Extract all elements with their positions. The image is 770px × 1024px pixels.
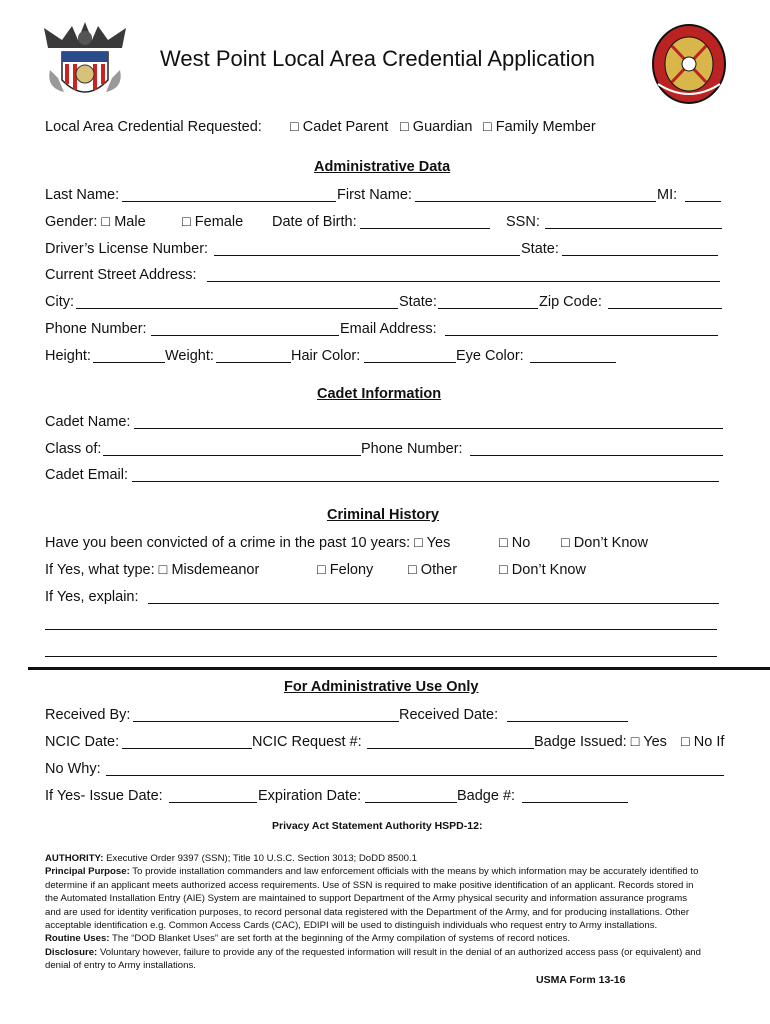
received-by-field[interactable] bbox=[133, 721, 399, 722]
authority-paragraph bbox=[45, 852, 705, 865]
received-by-label: Received By: bbox=[45, 707, 131, 723]
phone-field[interactable] bbox=[151, 335, 339, 336]
no-why-field[interactable] bbox=[106, 775, 724, 776]
state-label: State: bbox=[399, 294, 437, 310]
explain-field-line1[interactable] bbox=[148, 603, 719, 604]
dob-field[interactable] bbox=[360, 228, 490, 229]
admin-use-heading: For Administrative Use Only bbox=[284, 679, 479, 695]
gender-male-checkbox[interactable]: Gender: □ Male bbox=[45, 214, 146, 230]
expiration-date-label: Expiration Date: bbox=[258, 788, 362, 804]
routine-uses-paragraph bbox=[45, 932, 705, 945]
received-date-label: Received Date: bbox=[399, 707, 499, 723]
street-address-field[interactable] bbox=[207, 281, 720, 282]
hair-color-field[interactable] bbox=[364, 362, 456, 363]
authority-text: Executive Order 9397 (SSN); Title 10 U.S.C. Section 3013; DoDD 8500.1 bbox=[106, 853, 418, 864]
garrison-seal-logo bbox=[652, 24, 726, 104]
drivers-license-field[interactable] bbox=[214, 255, 520, 256]
dl-state-label: State: bbox=[521, 241, 559, 257]
class-of-field[interactable] bbox=[103, 455, 361, 456]
zip-field[interactable] bbox=[608, 308, 722, 309]
misdemeanor-checkbox[interactable]: If Yes, what type: □ Misdemeanor bbox=[45, 562, 260, 578]
ssn-field[interactable] bbox=[545, 228, 722, 229]
criminal-history-heading: Criminal History bbox=[327, 507, 439, 523]
badge-number-field[interactable] bbox=[522, 802, 628, 803]
cadet-name-field[interactable] bbox=[134, 428, 723, 429]
disclosure-label: Disclosure: bbox=[45, 946, 98, 958]
admin-data-heading: Administrative Data bbox=[314, 159, 451, 175]
dl-state-field[interactable] bbox=[562, 255, 718, 256]
phone-label: Phone Number: bbox=[45, 321, 147, 337]
dob-label: Date of Birth: bbox=[272, 214, 357, 230]
zip-label: Zip Code: bbox=[539, 294, 602, 310]
cadet-phone-label: Phone Number: bbox=[361, 441, 463, 457]
cadet-email-field[interactable] bbox=[132, 481, 719, 482]
street-address-label: Current Street Address: bbox=[45, 267, 197, 283]
badge-issued-yes-checkbox[interactable]: Badge Issued: □ Yes bbox=[534, 734, 667, 750]
page-title: West Point Local Area Credential Application bbox=[160, 46, 595, 71]
credential-label: Local Area Credential Requested: bbox=[45, 119, 262, 135]
conviction-dont-know-checkbox[interactable]: □ Don’t Know bbox=[561, 535, 648, 551]
family-member-checkbox[interactable]: □ Family Member bbox=[483, 119, 596, 135]
eye-color-field[interactable] bbox=[530, 362, 616, 363]
mi-field[interactable] bbox=[685, 201, 721, 202]
cadet-info-heading: Cadet Information bbox=[317, 386, 442, 402]
city-field[interactable] bbox=[76, 308, 398, 309]
other-checkbox[interactable]: □ Other bbox=[408, 562, 458, 578]
cadet-email-label: Cadet Email: bbox=[45, 467, 129, 483]
weight-field[interactable] bbox=[216, 362, 291, 363]
conviction-no-checkbox[interactable]: □ No bbox=[499, 535, 531, 551]
purpose-text: To provide installation commanders and law enforcement officials with the means by which information may be accurately identified to determine if an applicant meets authorized access requirements. Use of SSN is required to make positive identification of an applicant. Records stored in the Automated Installation Entry (AIE) System are maintained to support Department of the Army physical security and information assurance programs and are used for identity verification purposes, to record personal data registered with the Department of the Army, and for producing installations. Other acceptable identification e.g. Common Access Cards (CAC), EDIPI will be used to distinguish individuals who request entry to Army installations. bbox=[45, 866, 699, 932]
authority-label: AUTHORITY: bbox=[45, 853, 104, 864]
ssn-label: SSN: bbox=[506, 214, 540, 230]
email-label: Email Address: bbox=[340, 321, 437, 337]
eye-color-label: Eye Color: bbox=[456, 348, 524, 364]
height-label: Height: bbox=[45, 348, 91, 364]
badge-issued-no-checkbox[interactable]: □ No If bbox=[681, 734, 725, 750]
cadet-phone-field[interactable] bbox=[470, 455, 723, 456]
privacy-act-title: Privacy Act Statement Authority HSPD-12: bbox=[272, 820, 483, 832]
badge-number-label: Badge #: bbox=[457, 788, 516, 804]
issue-date-field[interactable] bbox=[169, 802, 257, 803]
ncic-date-label: NCIC Date: bbox=[45, 734, 120, 750]
mi-label: MI: bbox=[657, 187, 678, 203]
last-name-label: Last Name: bbox=[45, 187, 120, 203]
ncic-request-label: NCIC Request #: bbox=[252, 734, 362, 750]
city-label: City: bbox=[45, 294, 74, 310]
received-date-field[interactable] bbox=[507, 721, 628, 722]
explain-field-line2[interactable] bbox=[45, 629, 717, 630]
privacy-statement bbox=[45, 852, 705, 973]
drivers-license-label: Driver’s License Number: bbox=[45, 241, 209, 257]
ncic-request-field[interactable] bbox=[367, 748, 534, 749]
first-name-field[interactable] bbox=[415, 201, 656, 202]
west-point-crest-logo bbox=[42, 18, 128, 106]
explain-label: If Yes, explain: bbox=[45, 589, 139, 605]
routine-text: The “DOD Blanket Uses” are set forth at the beginning of the Army compilation of systems of record notices. bbox=[112, 933, 571, 945]
routine-label: Routine Uses: bbox=[45, 933, 110, 945]
conviction-yes-checkbox[interactable]: Have you been convicted of a crime in the past 10 years: □ Yes bbox=[45, 535, 451, 551]
expiration-date-field[interactable] bbox=[365, 802, 457, 803]
disclosure-paragraph bbox=[45, 946, 705, 973]
felony-checkbox[interactable]: □ Felony bbox=[317, 562, 374, 578]
first-name-label: First Name: bbox=[337, 187, 412, 203]
explain-field-line3[interactable] bbox=[45, 656, 717, 657]
class-of-label: Class of: bbox=[45, 441, 102, 457]
issue-date-label: If Yes- Issue Date: bbox=[45, 788, 163, 804]
weight-label: Weight: bbox=[165, 348, 214, 364]
guardian-checkbox[interactable]: □ Guardian bbox=[400, 119, 473, 135]
section-divider bbox=[28, 667, 770, 670]
disclosure-text: Voluntary however, failure to provide any of the requested information will result in the denial of an authorized access pass (or equivalent) and denial of entry to Army installations. bbox=[45, 946, 701, 972]
email-field[interactable] bbox=[445, 335, 718, 336]
form-number: USMA Form 13-16 bbox=[536, 974, 626, 986]
cadet-parent-checkbox[interactable]: □ Cadet Parent bbox=[290, 119, 389, 135]
height-field[interactable] bbox=[93, 362, 165, 363]
ncic-date-field[interactable] bbox=[122, 748, 252, 749]
state-field[interactable] bbox=[438, 308, 538, 309]
purpose-label: Principal Purpose: bbox=[45, 866, 130, 878]
type-dont-know-checkbox[interactable]: □ Don’t Know bbox=[499, 562, 586, 578]
no-why-label: No Why: bbox=[45, 761, 101, 777]
last-name-field[interactable] bbox=[122, 201, 336, 202]
cadet-name-label: Cadet Name: bbox=[45, 414, 131, 430]
purpose-paragraph bbox=[45, 865, 705, 932]
hair-color-label: Hair Color: bbox=[291, 348, 361, 364]
gender-female-checkbox[interactable]: □ Female bbox=[182, 214, 244, 230]
